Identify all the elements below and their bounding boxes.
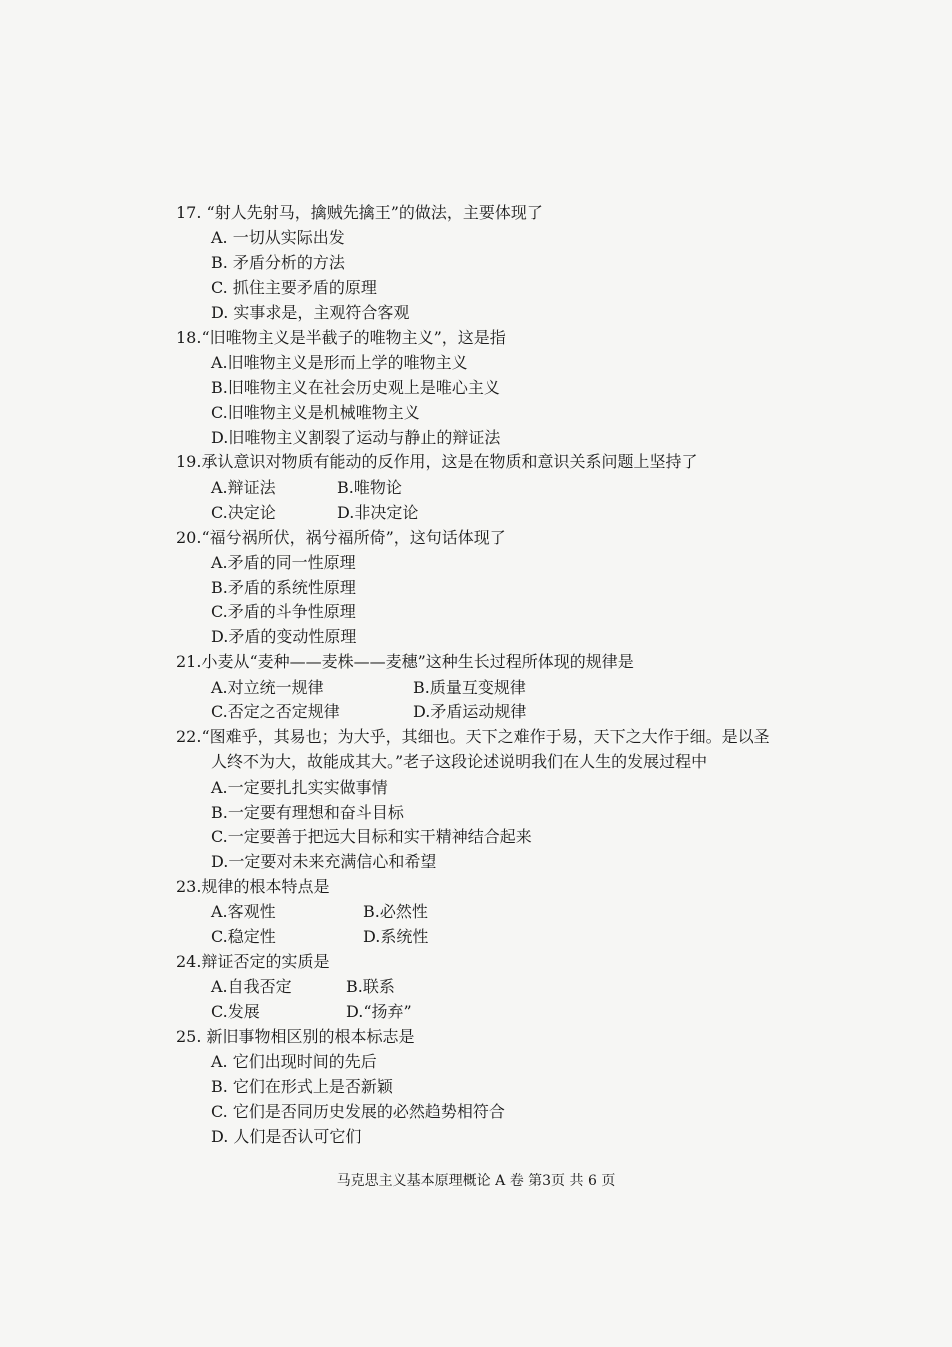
- question-18-option-c: C.旧唯物主义是机械唯物主义: [211, 403, 420, 422]
- question-19-option-d: D.非决定论: [337, 503, 419, 522]
- question-25-option-c: C. 它们是否同历史发展的必然趋势相符合: [211, 1102, 505, 1121]
- question-24-option-d: D.“扬弃”: [346, 1002, 412, 1021]
- question-24-option-b: B.联系: [346, 977, 395, 996]
- question-21-option-b: B.质量互变规律: [413, 678, 526, 697]
- question-25-option-a: A. 它们出现时间的先后: [211, 1052, 377, 1071]
- question-20-option-d: D.矛盾的变动性原理: [211, 627, 357, 646]
- question-22-option-b: B.一定要有理想和奋斗目标: [211, 803, 404, 822]
- question-25-stem: 25. 新旧事物相区别的根本标志是: [176, 1027, 415, 1046]
- question-17-option-c: C. 抓住主要矛盾的原理: [211, 278, 377, 297]
- question-17-option-a: A. 一切从实际出发: [211, 228, 345, 247]
- question-21-option-c: C.否定之否定规律: [211, 702, 340, 721]
- question-23-option-b: B.必然性: [363, 902, 428, 921]
- question-22-stem: 22.“图难乎，其易也；为大乎，其细也。天下之难作于易，天下之大作于细。是以圣: [176, 727, 770, 746]
- question-19-option-c: C.决定论: [211, 503, 276, 522]
- question-17-stem: 17. “射人先射马，擒贼先擒王”的做法，主要体现了: [176, 203, 543, 222]
- question-19-option-b: B.唯物论: [337, 478, 402, 497]
- question-23-option-d: D.系统性: [363, 927, 429, 946]
- question-18-stem: 18.“旧唯物主义是半截子的唯物主义”，这是指: [176, 328, 506, 347]
- question-25-option-b: B. 它们在形式上是否新颖: [211, 1077, 393, 1096]
- question-20-option-c: C.矛盾的斗争性原理: [211, 602, 356, 621]
- question-19-stem: 19.承认意识对物质有能动的反作用，这是在物质和意识关系问题上坚持了: [176, 452, 698, 471]
- question-24-option-c: C.发展: [211, 1002, 260, 1021]
- question-21-option-a: A.对立统一规律: [211, 678, 324, 697]
- question-24-stem: 24.辩证否定的实质是: [176, 952, 330, 971]
- question-23-stem: 23.规律的根本特点是: [176, 877, 330, 896]
- question-23-option-c: C.稳定性: [211, 927, 276, 946]
- question-22-stem-continued: 人终不为大，故能成其大。”老子这段论述说明我们在人生的发展过程中: [211, 752, 708, 771]
- question-23-option-a: A.客观性: [211, 902, 276, 921]
- question-20-stem: 20.“福兮祸所伏，祸兮福所倚”，这句话体现了: [176, 528, 506, 547]
- question-17-option-d: D. 实事求是，主观符合客观: [211, 303, 410, 322]
- question-22-option-a: A.一定要扎扎实实做事情: [211, 778, 388, 797]
- question-24-option-a: A.自我否定: [211, 977, 292, 996]
- question-18-option-d: D.旧唯物主义割裂了运动与静止的辩证法: [211, 428, 501, 447]
- question-17-option-b: B. 矛盾分析的方法: [211, 253, 345, 272]
- question-25-option-d: D. 人们是否认可它们: [211, 1127, 362, 1146]
- question-20-option-a: A.矛盾的同一性原理: [211, 553, 356, 572]
- question-18-option-a: A.旧唯物主义是形而上学的唯物主义: [211, 353, 468, 372]
- question-21-stem: 21.小麦从“麦种——麦株——麦穗”这种生长过程所体现的规律是: [176, 652, 634, 671]
- question-21-option-d: D.矛盾运动规律: [413, 702, 527, 721]
- question-19-option-a: A.辩证法: [211, 478, 276, 497]
- page-footer: 马克思主义基本原理概论 A 卷 第3页 共 6 页: [336, 1173, 616, 1189]
- question-22-option-c: C.一定要善于把远大目标和实干精神结合起来: [211, 827, 532, 846]
- question-22-option-d: D.一定要对未来充满信心和希望: [211, 852, 437, 871]
- question-20-option-b: B.矛盾的系统性原理: [211, 578, 356, 597]
- question-18-option-b: B.旧唯物主义在社会历史观上是唯心主义: [211, 378, 500, 397]
